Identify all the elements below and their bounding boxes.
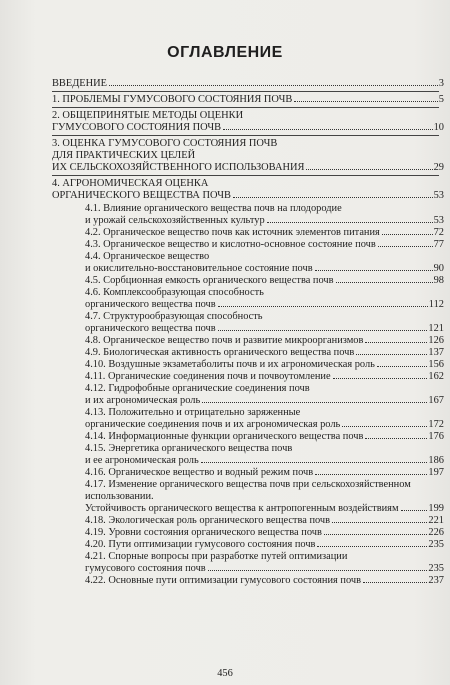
toc-section-entry[interactable] [52, 347, 444, 359]
toc-entry-title: 1. ПРОБЛЕМЫ ГУМУСОВОГО СОСТОЯНИЯ ПОЧВ [52, 94, 293, 105]
toc-entry-title: 4.2. Органическое вещество почв как источник элементов питания [85, 227, 380, 238]
toc-entry-title: 4.16. Органическое вещество и водный режим почв [85, 467, 314, 478]
toc-chapter-entry[interactable] [52, 138, 444, 174]
toc-section-entry[interactable] [52, 407, 444, 431]
page-number: 456 [217, 668, 233, 679]
dot-leader [267, 222, 433, 223]
dot-leader [218, 306, 428, 307]
dot-leader [202, 402, 427, 403]
toc-entry-title: 4.11. Органические соединения почв и почвоутомление [85, 371, 331, 382]
toc-section-entry[interactable] [52, 515, 444, 527]
divider [52, 91, 439, 92]
toc-entry-title-line: 4.15. Энергетика органического вещества почв [85, 443, 293, 454]
toc-entry-title: ОРГАНИЧЕСКОГО ВЕЩЕСТВА ПОЧВ [52, 190, 231, 201]
toc-entry-title: ИХ СЕЛЬСКОХОЗЯЙСТВЕННОГО ИСПОЛЬЗОВАНИЯ [52, 162, 305, 173]
toc-page-number: 98 [433, 275, 444, 286]
dot-leader [382, 234, 433, 235]
dot-leader [365, 438, 427, 439]
toc-section-entry[interactable] [52, 539, 444, 551]
toc-page-number: 10 [433, 122, 444, 133]
toc-entry-title: Устойчивость органического вещества к антропогенным воздействиям [85, 503, 399, 514]
toc-section-entry[interactable] [52, 371, 444, 383]
dot-leader [336, 282, 433, 283]
toc-chapter-entry[interactable] [52, 78, 444, 90]
dot-leader [306, 169, 432, 170]
toc-page-number: 90 [433, 263, 444, 274]
toc-section-entry[interactable] [52, 335, 444, 347]
page-title: ОГЛАВЛЕНИЕ [167, 44, 283, 61]
toc-section-entry[interactable] [52, 467, 444, 479]
toc-page-number: 3 [438, 78, 444, 89]
toc-section-entry[interactable] [52, 227, 444, 239]
dot-leader [324, 534, 428, 535]
toc-entry-title: 4.3. Органическое вещество и кислотно-основное состояние почв [85, 239, 376, 250]
toc-entry-title: 4.8. Органическое вещество почв и развитие микроорганизмов [85, 335, 364, 346]
toc-entry-title: гумусового состояния почв [85, 563, 206, 574]
toc-chapter-entry[interactable] [52, 110, 444, 134]
toc-page-number: 186 [428, 455, 444, 466]
toc-entry-title: 4.22. Основные пути оптимизации гумусового состояния почв [85, 575, 362, 586]
toc-entry-title: органического вещества почв [85, 323, 216, 334]
toc-page-number: 72 [433, 227, 444, 238]
toc-entry-title: 4.9. Биологическая активность органического вещества почв [85, 347, 355, 358]
toc-entry-title: ГУМУСОВОГО СОСТОЯНИЯ ПОЧВ [52, 122, 222, 133]
dot-leader [377, 366, 428, 367]
toc-entry-title: и их агрономическая роль [85, 395, 201, 406]
dot-leader [233, 197, 433, 198]
toc-page-number: 172 [428, 419, 444, 430]
divider [52, 107, 439, 108]
toc-entry-title: 4.19. Уровни состояния органического вещества почв [85, 527, 322, 538]
toc-page-number: 53 [433, 215, 444, 226]
toc-page-number: 235 [428, 539, 444, 550]
dot-leader [378, 246, 433, 247]
toc-page-number: 121 [428, 323, 444, 334]
toc-chapter-entry[interactable] [52, 178, 444, 202]
toc-entry-title-line: 4.21. Спорные вопросы при разработке путей оптимизации [85, 551, 348, 562]
toc-entry-title-line: 4.12. Гидрофобные органические соединения почв [85, 383, 310, 394]
dot-leader [332, 522, 427, 523]
dot-leader [363, 582, 427, 583]
toc-entry-title-line: 4. АГРОНОМИЧЕСКАЯ ОЦЕНКА [52, 178, 209, 189]
toc-page-number: 235 [428, 563, 444, 574]
toc-entry-title-line: 2. ОБЩЕПРИНЯТЫЕ МЕТОДЫ ОЦЕНКИ [52, 110, 244, 121]
toc-page-number: 112 [428, 299, 444, 310]
toc-section-entry[interactable] [52, 479, 444, 515]
toc-section-entry[interactable] [52, 287, 444, 311]
toc-page-number: 197 [428, 467, 444, 478]
toc-page-number: 29 [433, 162, 444, 173]
dot-leader [218, 330, 428, 331]
toc-page-number: 137 [428, 347, 444, 358]
dot-leader [401, 510, 428, 511]
toc-section-entry[interactable] [52, 431, 444, 443]
toc-section-entry[interactable] [52, 311, 444, 335]
dot-leader [109, 85, 438, 86]
dot-leader [342, 426, 427, 427]
toc-page-number: 199 [428, 503, 444, 514]
dot-leader [294, 101, 437, 102]
toc-page-number: 226 [428, 527, 444, 538]
toc-page-number: 237 [428, 575, 444, 586]
toc-section-entry[interactable] [52, 443, 444, 467]
toc-section-entry[interactable] [52, 575, 444, 587]
toc-section-entry[interactable] [52, 251, 444, 275]
toc-entry-title-line: 4.7. Структурообразующая способность [85, 311, 263, 322]
toc-chapter-entry[interactable] [52, 94, 444, 106]
divider [52, 175, 439, 176]
dot-leader [356, 354, 427, 355]
toc-entry-title: ВВЕДЕНИЕ [52, 78, 107, 89]
toc-entry-title: органические соединения почв и их агрономическая роль [85, 419, 341, 430]
toc-page-number: 221 [428, 515, 444, 526]
toc-page-number: 162 [428, 371, 444, 382]
toc-entry-title: и окислительно-восстановительное состояние почв [85, 263, 313, 274]
dot-leader [201, 462, 428, 463]
divider [52, 135, 439, 136]
toc-entry-title: и ее агрономическая роль [85, 455, 199, 466]
toc-section-entry[interactable] [52, 359, 444, 371]
toc-page-number: 156 [428, 359, 444, 370]
toc-entry-title-line: 4.6. Комплексообразующая способность [85, 287, 264, 298]
toc-entry-title-line: 3. ОЦЕНКА ГУМУСОВОГО СОСТОЯНИЯ ПОЧВ ДЛЯ ПРАКТИЧЕСКИХ ЦЕЛЕЙ [52, 138, 278, 161]
toc-entry-title-line: 4.13. Положительно и отрицательно заряженные [85, 407, 301, 418]
toc-entry-title: 4.10. Воздушные экзаметаболиты почв и их агрономическая роль [85, 359, 375, 370]
dot-leader [208, 570, 428, 571]
toc-section-entry[interactable] [52, 203, 444, 227]
toc-page-number: 176 [428, 431, 444, 442]
toc-section-entry[interactable] [52, 527, 444, 539]
toc-page-number: 167 [428, 395, 444, 406]
dot-leader [315, 270, 433, 271]
toc-page-number: 126 [428, 335, 444, 346]
toc-entry-title: 4.14. Информационные функции органического вещества почв [85, 431, 364, 442]
toc-entry-title: 4.5. Сорбционная емкость органического вещества почв [85, 275, 334, 286]
toc-section-entry[interactable] [52, 383, 444, 407]
toc-section-entry[interactable] [52, 551, 444, 575]
toc-entry-title: органического вещества почв [85, 299, 216, 310]
dot-leader [315, 474, 427, 475]
toc-section-entry[interactable] [52, 275, 444, 287]
dot-leader [223, 129, 433, 130]
toc-page-number: 77 [433, 239, 444, 250]
toc-section-entry[interactable] [52, 239, 444, 251]
toc-entry-title-line: 4.4. Органическое вещество [85, 251, 210, 262]
dot-leader [333, 378, 428, 379]
toc-entry-title-line: 4.17. Изменение органического вещества почв при сельскохозяйственном использовании. [85, 479, 411, 502]
dot-leader [365, 342, 427, 343]
toc-entry-title: и урожай сельскохозяйственных культур [85, 215, 265, 226]
toc-entry-title: 4.18. Экологическая роль органического вещества почв [85, 515, 331, 526]
table-of-contents [52, 78, 444, 587]
toc-page-number: 5 [438, 94, 444, 105]
toc-entry-title: 4.20. Пути оптимизации гумусового состояния почв [85, 539, 316, 550]
toc-entry-title-line: 4.1. Влияние органического вещества почв на плодородие [85, 203, 342, 214]
toc-page-number: 53 [433, 190, 444, 201]
dot-leader [317, 546, 427, 547]
